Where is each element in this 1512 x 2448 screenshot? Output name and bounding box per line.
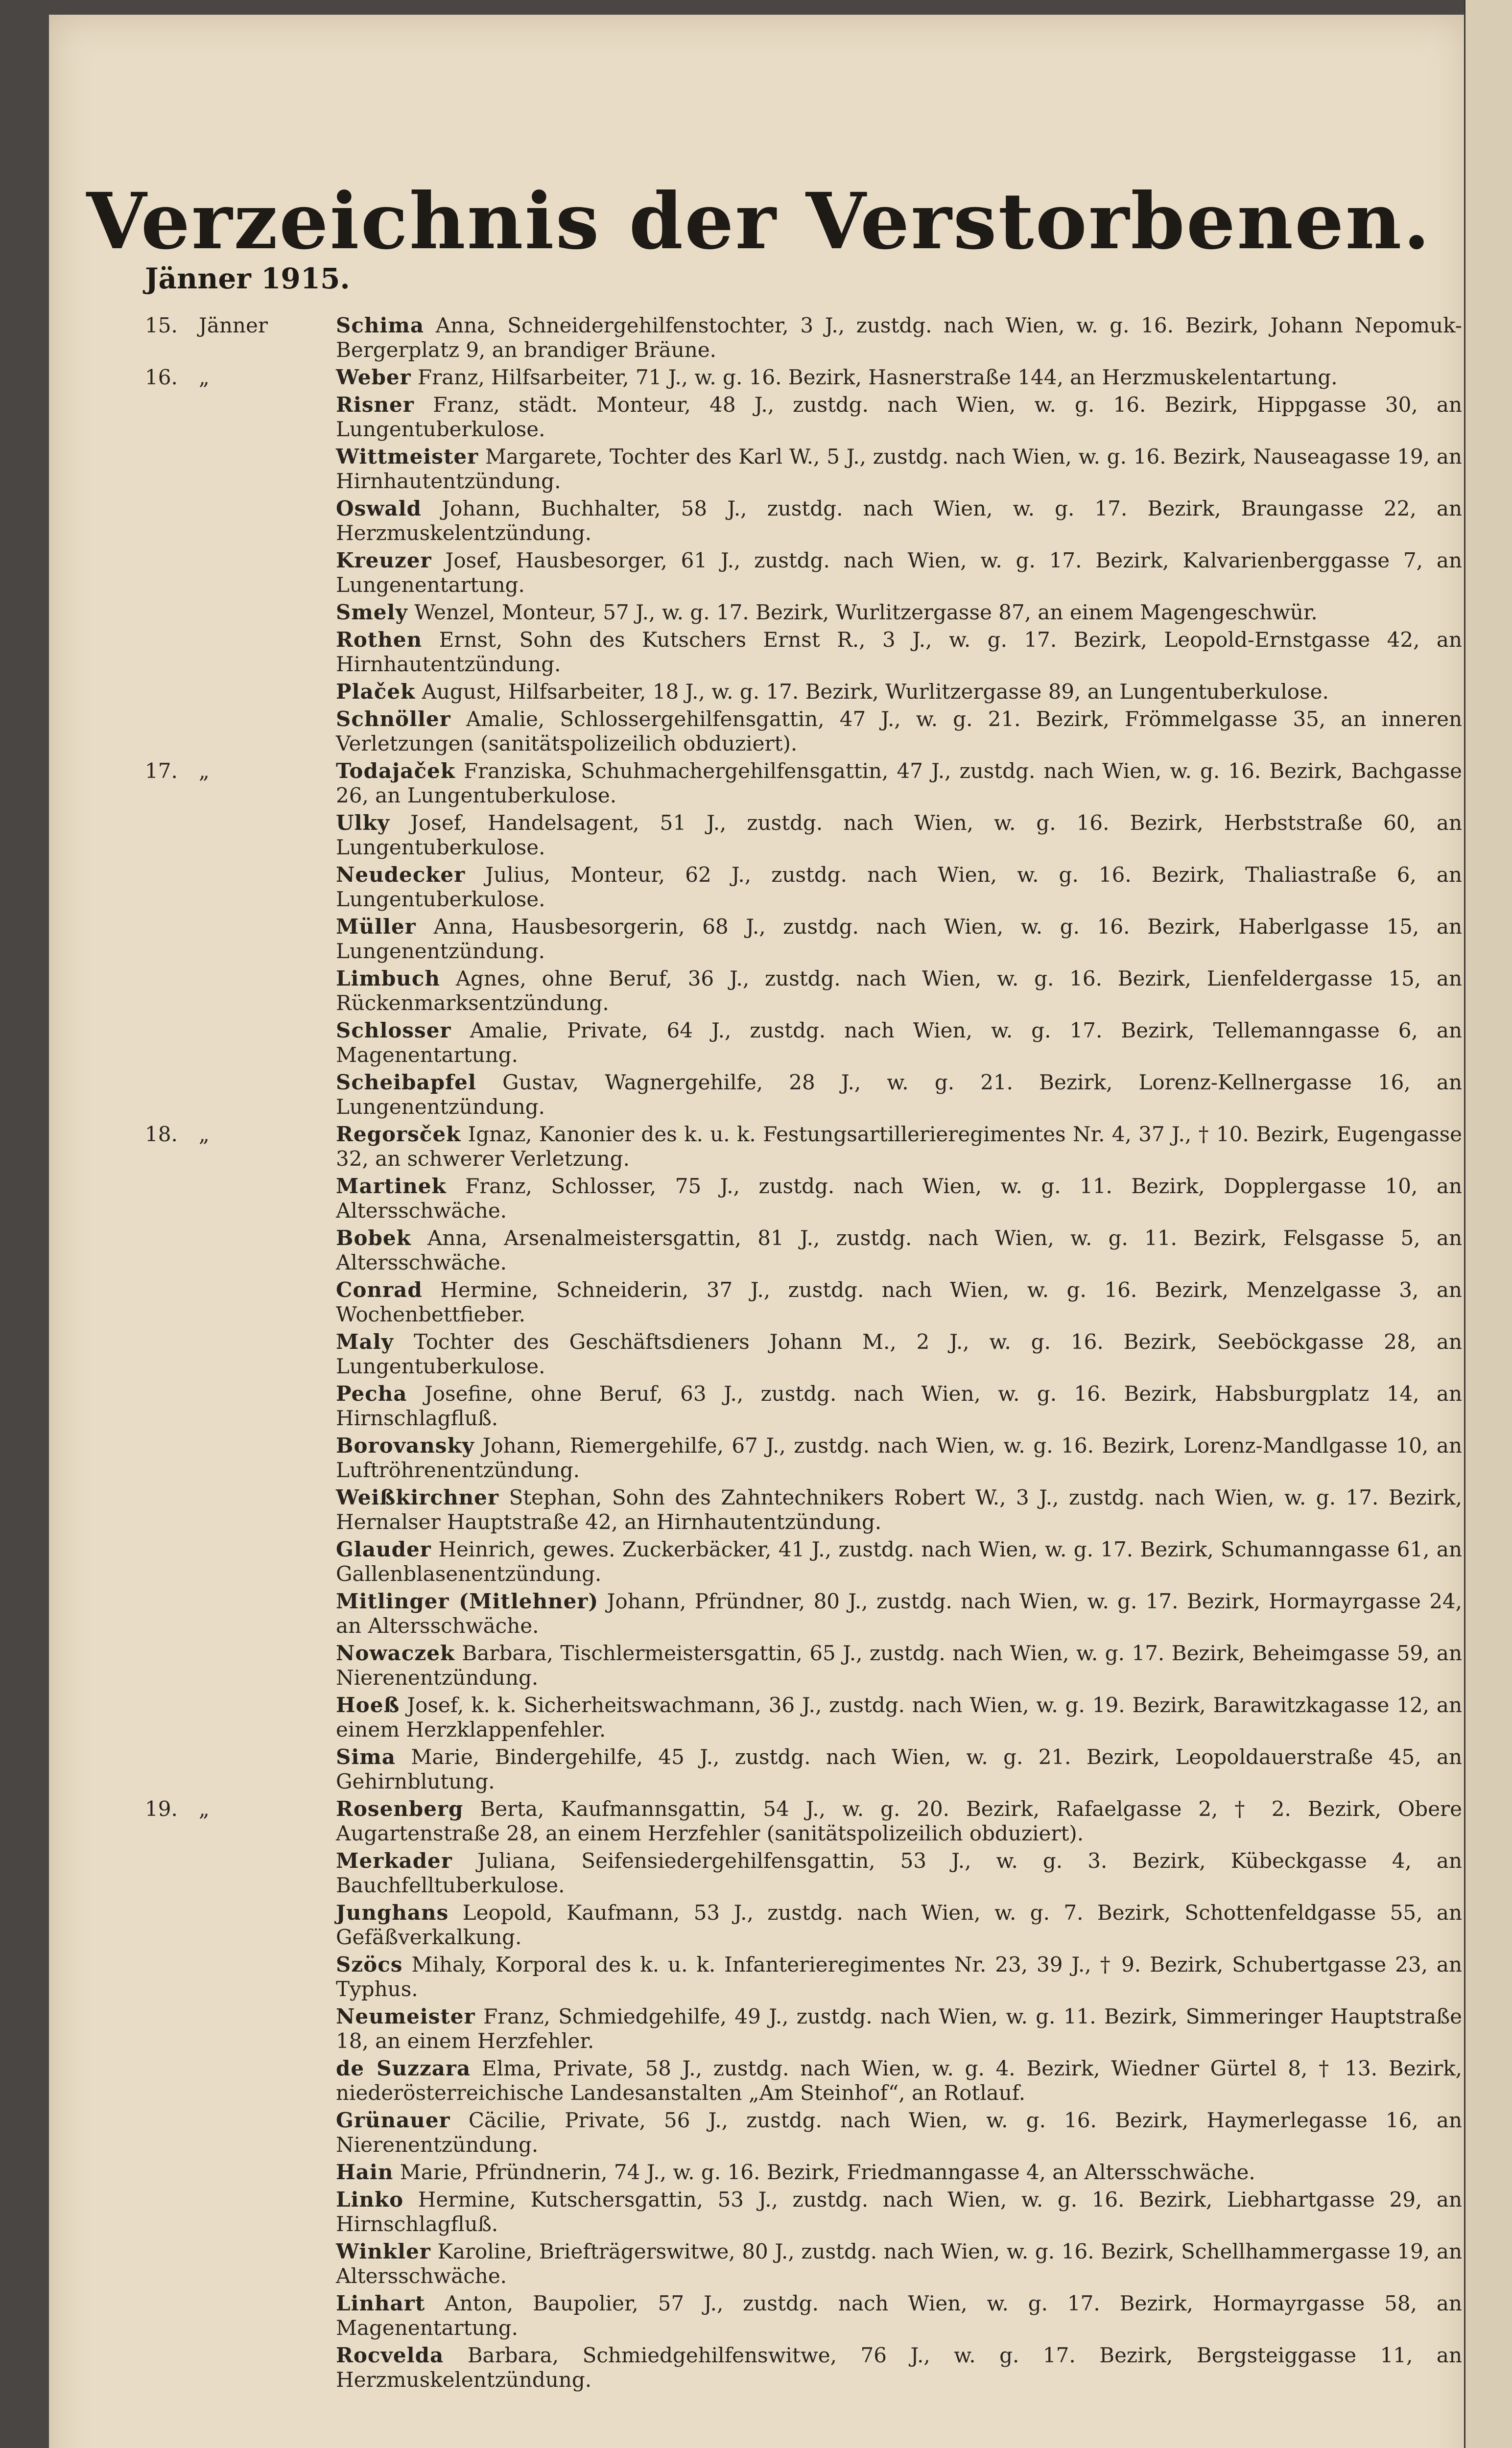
list-item [145, 915, 1462, 964]
entry-date [145, 2004, 331, 2029]
entry-text: Agnes, ohne Beruf, 36 J., zustdg. nach Wien, w. g. 16. Bezirk, Lienfeldergasse 15, an Rückenmarksentzündung. [336, 966, 1462, 1015]
entry-mark: „ [199, 1797, 210, 1821]
entry-name: Kreuzer [336, 548, 432, 572]
month-heading: Jänner 1915. [145, 262, 350, 295]
entry-text: Margarete, Tochter des Karl W., 5 J., zustdg. nach Wien, w. g. 16. Bezirk, Nauseagasse 19, an Hirnhautentzündung. [336, 445, 1462, 493]
entry-date [145, 1797, 331, 1821]
list-item [145, 2188, 1462, 2236]
entry-name: Rosenberg [336, 1797, 464, 1821]
list-item [145, 680, 1462, 704]
list-item [145, 707, 1462, 756]
entry-text: Mihaly, Korporal des k. u. k. Infanterieregimentes Nr. 23, 39 J., † 9. Bezirk, Schubertgasse 23, an Typhus. [336, 1953, 1462, 2001]
entry-name: Weber [336, 365, 411, 389]
entry-date [145, 1070, 331, 1095]
entry-name: Borovansky [336, 1434, 474, 1458]
entry-text: Gustav, Wagnergehilfe, 28 J., w. g. 21. Bezirk, Lorenz-Kellnergasse 16, an Lungenentzündung. [336, 1070, 1463, 1119]
list-item [145, 1797, 1462, 1846]
list-item [145, 1382, 1462, 1431]
entry-text: Barbara, Schmiedgehilfenswitwe, 76 J., w. g. 17. Bezirk, Bergsteiggasse 11, an Herzmuskelentzündung. [336, 2343, 1462, 2392]
list-item [145, 811, 1462, 860]
entry-date [145, 2160, 331, 2185]
entry-text: Marie, Bindergehilfe, 45 J., zustdg. nach Wien, w. g. 21. Bezirk, Leopoldauerstraße 45, an Gehirnblutung. [336, 1745, 1462, 1793]
entry-date [145, 2343, 331, 2368]
entry-text: Anna, Schneidergehilfenstochter, 3 J., zustdg. nach Wien, w. g. 16. Bezirk, Johann Nepomuk-Bergerplatz 9, an brandiger Bräune. [336, 313, 1463, 362]
entry-name: Grünauer [336, 2108, 450, 2132]
entry-date [145, 2108, 331, 2133]
list-item [145, 1330, 1462, 1379]
entry-text: Stephan, Sohn des Zahntechnikers Robert W., 3 J., zustdg. nach Wien, w. g. 17. Bezirk, Hernalser Hauptstraße 42, an Hirnhautentzündung. [336, 1485, 1462, 1534]
entry-text: Barbara, Tischlermeistersgattin, 65 J., zustdg. nach Wien, w. g. 17. Bezirk, Beheimgasse 59, an Nierenentzündung. [336, 1641, 1462, 1690]
entry-date [145, 1018, 331, 1043]
entry-date [145, 2239, 331, 2264]
list-item [145, 365, 1462, 390]
entry-text: Josef, Hausbesorger, 61 J., zustdg. nach Wien, w. g. 17. Bezirk, Kalvarienberggasse 7, an Lungenentartung. [336, 548, 1462, 597]
entry-text: Heinrich, gewes. Zuckerbäcker, 41 J., zustdg. nach Wien, w. g. 17. Bezirk, Schumanngasse 61, an Gallenblasenentzündung. [336, 1537, 1462, 1586]
entry-mark: „ [199, 365, 210, 389]
entry-date [145, 966, 331, 991]
entry-date [145, 1537, 331, 1562]
entry-text: Ernst, Sohn des Kutschers Ernst R., 3 J., w. g. 17. Bezirk, Leopold-Ernstgasse 42, an Hirnhautentzündung. [336, 628, 1462, 676]
entry-name: Martinek [336, 1174, 447, 1198]
entry-name: Linhart [336, 2291, 425, 2315]
entry-day: 18. [145, 1122, 178, 1146]
entry-date [145, 313, 331, 338]
list-item [145, 496, 1462, 545]
entry-name: Ulky [336, 811, 390, 835]
entry-name: Schnöller [336, 707, 451, 731]
entry-name: Smely [336, 600, 408, 624]
entry-date [145, 1485, 331, 1510]
entry-date [145, 1745, 331, 1769]
entry-text: Tochter des Geschäftsdieners Johann M., 2 J., w. g. 16. Bezirk, Seeböckgasse 28, an Lungentuberkulose. [336, 1330, 1462, 1378]
entry-date [145, 1589, 331, 1614]
entry-text: Berta, Kaufmannsgattin, 54 J., w. g. 20. Bezirk, Rafaelgasse 2, † 2. Bezirk, Obere Augartenstraße 28, an einem Herzfehler (sanitätspolizeilich obduziert). [336, 1797, 1462, 1845]
entry-date [145, 680, 331, 704]
entry-name: Weißkirchner [336, 1485, 499, 1509]
entry-text: Amalie, Schlossergehilfensgattin, 47 J., w. g. 21. Bezirk, Frömmelgasse 35, an inneren Verletzungen (sanitätspolizeilich obduziert). [336, 707, 1463, 755]
entry-day: 19. [145, 1797, 178, 1821]
list-item [145, 1693, 1462, 1742]
entry-name: Mitlinger (Mitlehner) [336, 1589, 599, 1613]
list-item [145, 548, 1462, 597]
entry-mark: „ [199, 759, 210, 783]
entry-text: Franziska, Schuhmachergehilfensgattin, 47 J., zustdg. nach Wien, w. g. 16. Bezirk, Bachgasse 26, an Lungentuberkulose. [336, 759, 1462, 807]
list-item [145, 1901, 1462, 1950]
entry-name: Schima [336, 313, 425, 337]
list-item [145, 2291, 1462, 2340]
entry-text: Josef, Handelsagent, 51 J., zustdg. nach Wien, w. g. 16. Bezirk, Herbststraße 60, an Lungentuberkulose. [336, 811, 1463, 859]
entry-text: Leopold, Kaufmann, 53 J., zustdg. nach Wien, w. g. 7. Bezirk, Schottenfeldgasse 55, an Gefäßverkalkung. [336, 1901, 1463, 1949]
entry-date [145, 600, 331, 625]
entry-text: Karoline, Briefträgerswitwe, 80 J., zustdg. nach Wien, w. g. 16. Bezirk, Schellhammergasse 19, an Altersschwäche. [336, 2239, 1462, 2288]
list-item [145, 1589, 1462, 1638]
entry-name: Hoeß [336, 1693, 400, 1717]
list-item [145, 759, 1462, 808]
entry-name: Conrad [336, 1278, 423, 1302]
entry-date [145, 2056, 331, 2081]
entry-date [145, 915, 331, 939]
entry-date [145, 2188, 331, 2212]
list-item [145, 1174, 1462, 1223]
entry-day: 16. [145, 365, 178, 389]
entry-text: Ignaz, Kanonier des k. u. k. Festungsartillerieregimentes Nr. 4, 37 J., † 10. Bezirk, Eugengasse 32, an schwerer Verletzung. [336, 1122, 1462, 1171]
entry-name: Müller [336, 915, 416, 939]
list-item [145, 1278, 1462, 1327]
entry-name: Limbuch [336, 966, 440, 990]
entry-day: 17. [145, 759, 178, 783]
list-item [145, 1953, 1462, 2001]
entry-date [145, 1174, 331, 1199]
list-item [145, 1537, 1462, 1586]
entry-name: Neumeister [336, 2004, 475, 2028]
entry-date [145, 1122, 331, 1147]
entry-name: Sima [336, 1745, 396, 1769]
entry-date [145, 1278, 331, 1302]
entry-text: Johann, Pfründner, 80 J., zustdg. nach Wien, w. g. 17. Bezirk, Hormayrgasse 24, an Altersschwäche. [336, 1589, 1462, 1638]
entry-date [145, 759, 331, 783]
list-item [145, 966, 1462, 1015]
entry-date [145, 1382, 331, 1406]
entry-date [145, 811, 331, 835]
entry-text: Amalie, Private, 64 J., zustdg. nach Wien, w. g. 17. Bezirk, Tellemanngasse 6, an Magenentartung. [336, 1018, 1462, 1067]
entry-text: Anna, Arsenalmeistersgattin, 81 J., zustdg. nach Wien, w. g. 11. Bezirk, Felsgasse 5, an Altersschwäche. [336, 1226, 1462, 1274]
entry-date [145, 1434, 331, 1458]
list-item [145, 1485, 1462, 1534]
list-item [145, 2160, 1462, 2185]
entry-text: Franz, städt. Monteur, 48 J., zustdg. nach Wien, w. g. 16. Bezirk, Hippgasse 30, an Lungentuberkulose. [336, 393, 1462, 441]
entry-name: Neudecker [336, 863, 466, 887]
entry-date [145, 393, 331, 417]
entry-date [145, 863, 331, 887]
entry-date [145, 365, 331, 390]
list-item [145, 1641, 1462, 1690]
list-item [145, 2343, 1462, 2392]
entry-text: Julius, Monteur, 62 J., zustdg. nach Wien, w. g. 16. Bezirk, Thaliastraße 6, an Lungentuberkulose. [336, 863, 1462, 911]
entry-date [145, 628, 331, 652]
entry-mark: Jänner [199, 313, 268, 337]
entry-text: Johann, Riemergehilfe, 67 J., zustdg. nach Wien, w. g. 16. Bezirk, Lorenz-Mandlgasse 10, an Luftröhrenentzündung. [336, 1434, 1463, 1482]
entry-name: Pecha [336, 1382, 407, 1406]
entry-list [145, 313, 1462, 2395]
list-item [145, 313, 1462, 362]
entry-name: Todajaček [336, 759, 455, 783]
entry-date [145, 548, 331, 573]
list-item [145, 600, 1462, 625]
entry-text: Franz, Schmiedgehilfe, 49 J., zustdg. nach Wien, w. g. 11. Bezirk, Simmeringer Hauptstraße 18, an einem Herzfehler. [336, 2004, 1462, 2053]
list-item [145, 1849, 1462, 1898]
list-item [145, 1226, 1462, 1275]
entry-name: Nowaczek [336, 1641, 455, 1665]
entry-text: Juliana, Seifensiedergehilfensgattin, 53 J., w. g. 3. Bezirk, Kübeckgasse 4, an Bauchfelltuberkulose. [336, 1849, 1462, 1897]
entry-name: Linko [336, 2188, 404, 2212]
list-item [145, 1745, 1462, 1794]
list-item [145, 863, 1462, 912]
entry-text: Elma, Private, 58 J., zustdg. nach Wien, w. g. 4. Bezirk, Wiedner Gürtel 8, † 13. Bezirk, niederösterreichische Landesanstalten „Am Steinhof“, an Rotlauf. [336, 2056, 1462, 2105]
list-item [145, 2056, 1462, 2105]
entry-name: Winkler [336, 2239, 431, 2263]
entry-name: Bobek [336, 1226, 411, 1250]
entry-text: Josefine, ohne Beruf, 63 J., zustdg. nach Wien, w. g. 16. Bezirk, Habsburgplatz 14, an Hirnschlagfluß. [336, 1382, 1462, 1430]
entry-name: Regorsček [336, 1122, 461, 1146]
entry-text: Anna, Hausbesorgerin, 68 J., zustdg. nach Wien, w. g. 16. Bezirk, Haberlgasse 15, an Lungenentzündung. [336, 915, 1462, 963]
entry-text: Johann, Buchhalter, 58 J., zustdg. nach Wien, w. g. 17. Bezirk, Braungasse 22, an Herzmuskelentzündung. [336, 496, 1462, 545]
list-item [145, 1070, 1462, 1119]
entry-text: Cäcilie, Private, 56 J., zustdg. nach Wien, w. g. 16. Bezirk, Haymerlegasse 16, an Nierenentzündung. [336, 2108, 1462, 2157]
list-item [145, 2004, 1462, 2053]
entry-name: Schlosser [336, 1018, 451, 1042]
list-item [145, 393, 1462, 442]
entry-name: Wittmeister [336, 445, 479, 469]
entry-date [145, 445, 331, 469]
entry-date [145, 496, 331, 521]
entry-text: Wenzel, Monteur, 57 J., w. g. 17. Bezirk, Wurlitzergasse 87, an einem Magengeschwür. [414, 600, 1318, 624]
entry-name: Hain [336, 2160, 394, 2184]
entry-text: Josef, k. k. Sicherheitswachmann, 36 J., zustdg. nach Wien, w. g. 19. Bezirk, Barawitzkagasse 12, an einem Herzklappenfehler. [336, 1693, 1462, 1742]
entry-name: Szöcs [336, 1953, 403, 1977]
entry-date [145, 1641, 331, 1666]
list-item [145, 2239, 1462, 2288]
entry-name: Risner [336, 393, 414, 417]
entry-text: Franz, Schlosser, 75 J., zustdg. nach Wien, w. g. 11. Bezirk, Dopplergasse 10, an Altersschwäche. [336, 1174, 1462, 1223]
entry-day: 15. [145, 313, 178, 337]
entry-date [145, 1226, 331, 1250]
list-item [145, 628, 1462, 677]
entry-name: Scheibapfel [336, 1070, 476, 1094]
entry-date [145, 1953, 331, 1977]
entry-date [145, 2291, 331, 2316]
entry-date [145, 1693, 331, 1718]
entry-text: Franz, Hilfsarbeiter, 71 J., w. g. 16. Bezirk, Hasnerstraße 144, an Herzmuskelentartung. [418, 365, 1338, 389]
entry-name: Junghans [336, 1901, 449, 1925]
entry-date [145, 1849, 331, 1873]
entry-text: Anton, Baupolier, 57 J., zustdg. nach Wien, w. g. 17. Bezirk, Hormayrgasse 58, an Magenentartung. [336, 2291, 1462, 2340]
entry-text: Hermine, Schneiderin, 37 J., zustdg. nach Wien, w. g. 16. Bezirk, Menzelgasse 3, an Wochenbettfieber. [336, 1278, 1462, 1326]
entry-date [145, 1330, 331, 1354]
entry-name: Glauder [336, 1537, 431, 1561]
entry-name: Merkader [336, 1849, 452, 1873]
entry-name: Plaček [336, 680, 416, 704]
entry-name: Maly [336, 1330, 394, 1354]
list-item [145, 2108, 1462, 2157]
entry-date [145, 1901, 331, 1925]
entry-text: Marie, Pfründnerin, 74 J., w. g. 16. Bezirk, Friedmanngasse 4, an Altersschwäche. [400, 2160, 1255, 2184]
entry-mark: „ [199, 1122, 210, 1146]
entry-text: Hermine, Kutschersgattin, 53 J., zustdg. nach Wien, w. g. 16. Bezirk, Liebhartgasse 29, an Hirnschlagfluß. [336, 2188, 1462, 2236]
entry-name: Rocvelda [336, 2343, 444, 2367]
entry-name: Rothen [336, 628, 423, 652]
document-page [49, 15, 1469, 2448]
entry-name: de Suzzara [336, 2056, 471, 2080]
adjacent-page-edge [1464, 0, 1512, 2448]
page-title: Verzeichnis der Verstorbenen. [86, 176, 1432, 267]
list-item [145, 445, 1462, 494]
entry-name: Oswald [336, 496, 422, 520]
entry-date [145, 707, 331, 731]
list-item [145, 1434, 1462, 1483]
entry-text: August, Hilfsarbeiter, 18 J., w. g. 17. Bezirk, Wurlitzergasse 89, an Lungentuberkulose. [422, 680, 1329, 704]
list-item [145, 1122, 1462, 1171]
list-item [145, 1018, 1462, 1067]
